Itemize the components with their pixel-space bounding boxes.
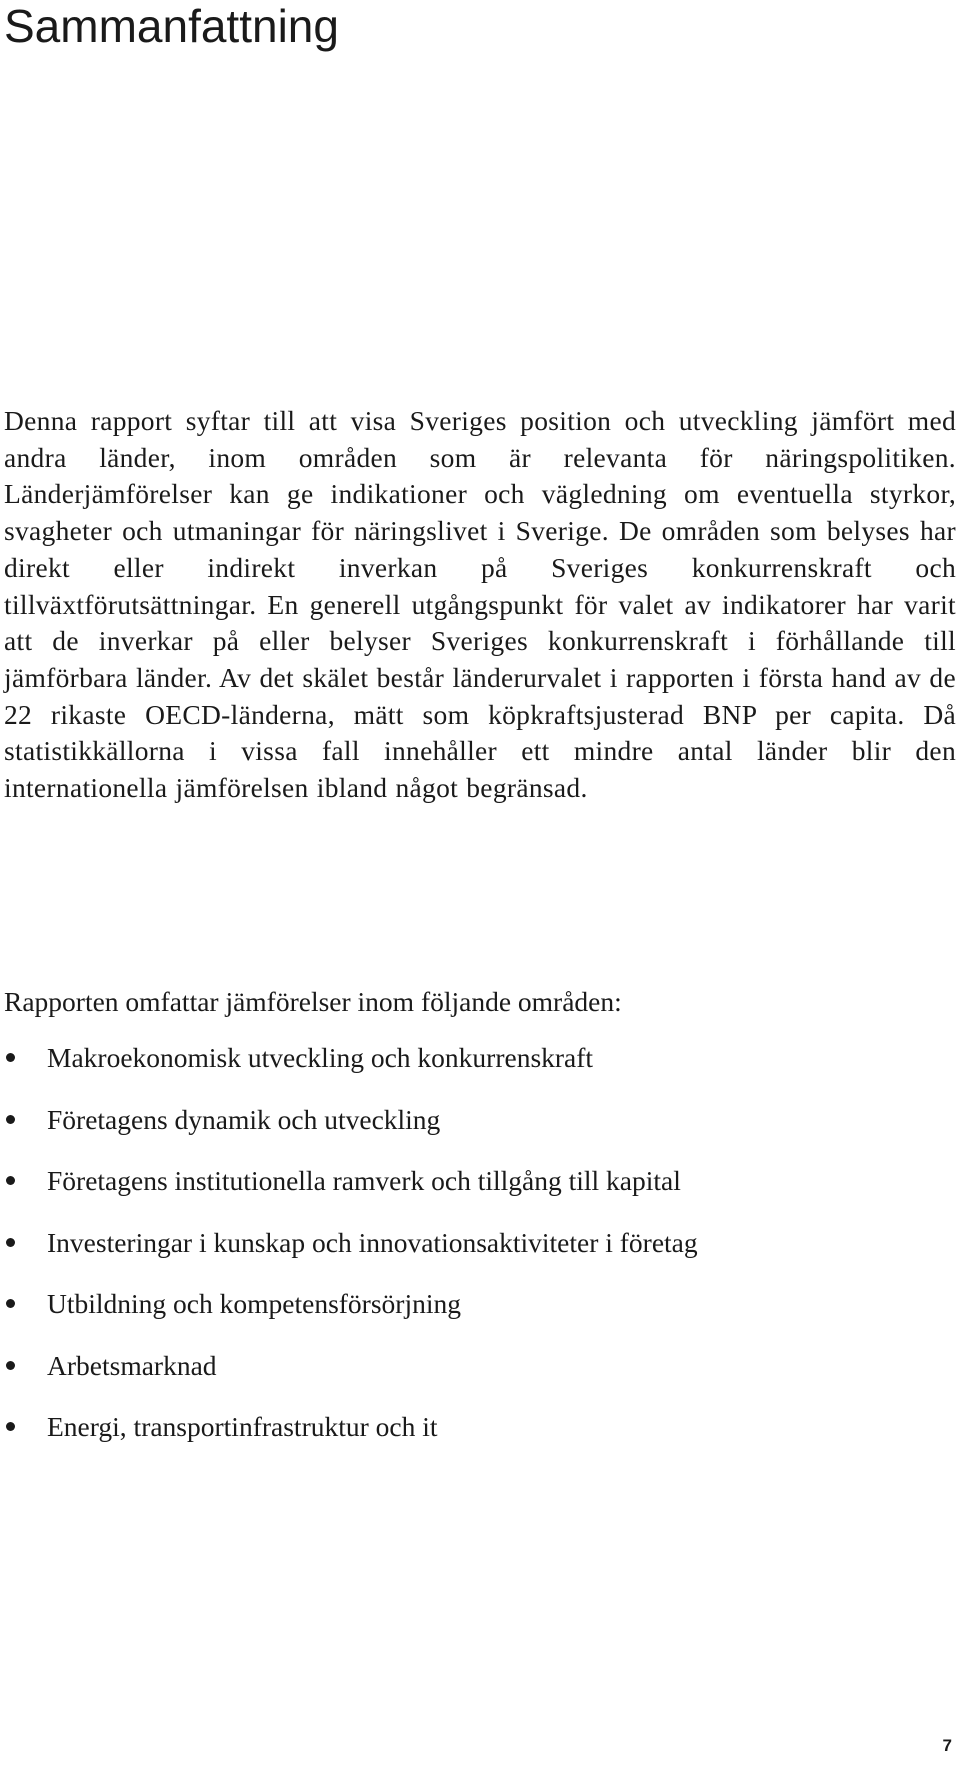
- list-item-label: Utbildning och kompetensförsörjning: [47, 1288, 461, 1319]
- list-item-label: Makroekonomisk utveckling och konkurrenskraft: [47, 1042, 594, 1073]
- bullet-icon: [6, 1115, 15, 1124]
- list-item: [0, 1225, 960, 1287]
- list-item-label: Företagens institutionella ramverk och tillgång till kapital: [47, 1165, 681, 1196]
- bullet-icon: [6, 1053, 15, 1062]
- topic-list: [0, 1040, 960, 1471]
- bullet-icon: [6, 1238, 15, 1247]
- intro-paragraph: Denna rapport syftar till att visa Sveriges position och utveckling jämfört med andra länder, inom områden som är relevanta för näringspolitiken. Länderjämförelser kan ge indikationer och vägledning om eventuella styrkor, svagheter och utmaningar för näringslivet i Sverige. De områden som belyses har direkt eller indirekt inverkan på Sveriges konkurrenskraft och tillväxtförutsättningar. En generell utgångspunkt för valet av indikatorer har varit att de inverkar på eller belyser Sveriges konkurrenskraft i förhållande till jämförbara länder. Av det skälet består länderurvalet i rapporten i första hand av de 22 rikaste OECD-länderna, mätt som köpkraftsjusterad BNP per capita. Då statistikkällorna i vissa fall innehåller ett mindre antal länder blir den internationella jämförelsen ibland något begränsad.: [4, 405, 956, 804]
- page-title: Sammanfattning: [4, 0, 339, 52]
- list-item: [0, 1163, 960, 1225]
- list-item: [0, 1286, 960, 1348]
- list-item-label: Investeringar i kunskap och innovationsaktiviteter i företag: [47, 1226, 698, 1258]
- bullet-icon: [6, 1299, 15, 1308]
- bullet-icon: [6, 1176, 15, 1185]
- list-item: [0, 1348, 960, 1410]
- list-item-label: Energi, transportinfrastruktur och it: [47, 1411, 438, 1442]
- page-number: 7: [942, 1736, 952, 1755]
- list-item: [0, 1102, 960, 1164]
- bullet-icon: [6, 1422, 15, 1431]
- list-lead: Rapporten omfattar jämförelser inom följande områden:: [4, 986, 622, 1017]
- list-item: [0, 1040, 960, 1102]
- list-item: [0, 1409, 960, 1471]
- list-item-label: Företagens dynamik och utveckling: [47, 1103, 441, 1135]
- bullet-icon: [6, 1361, 15, 1370]
- list-item-label: Arbetsmarknad: [47, 1349, 217, 1381]
